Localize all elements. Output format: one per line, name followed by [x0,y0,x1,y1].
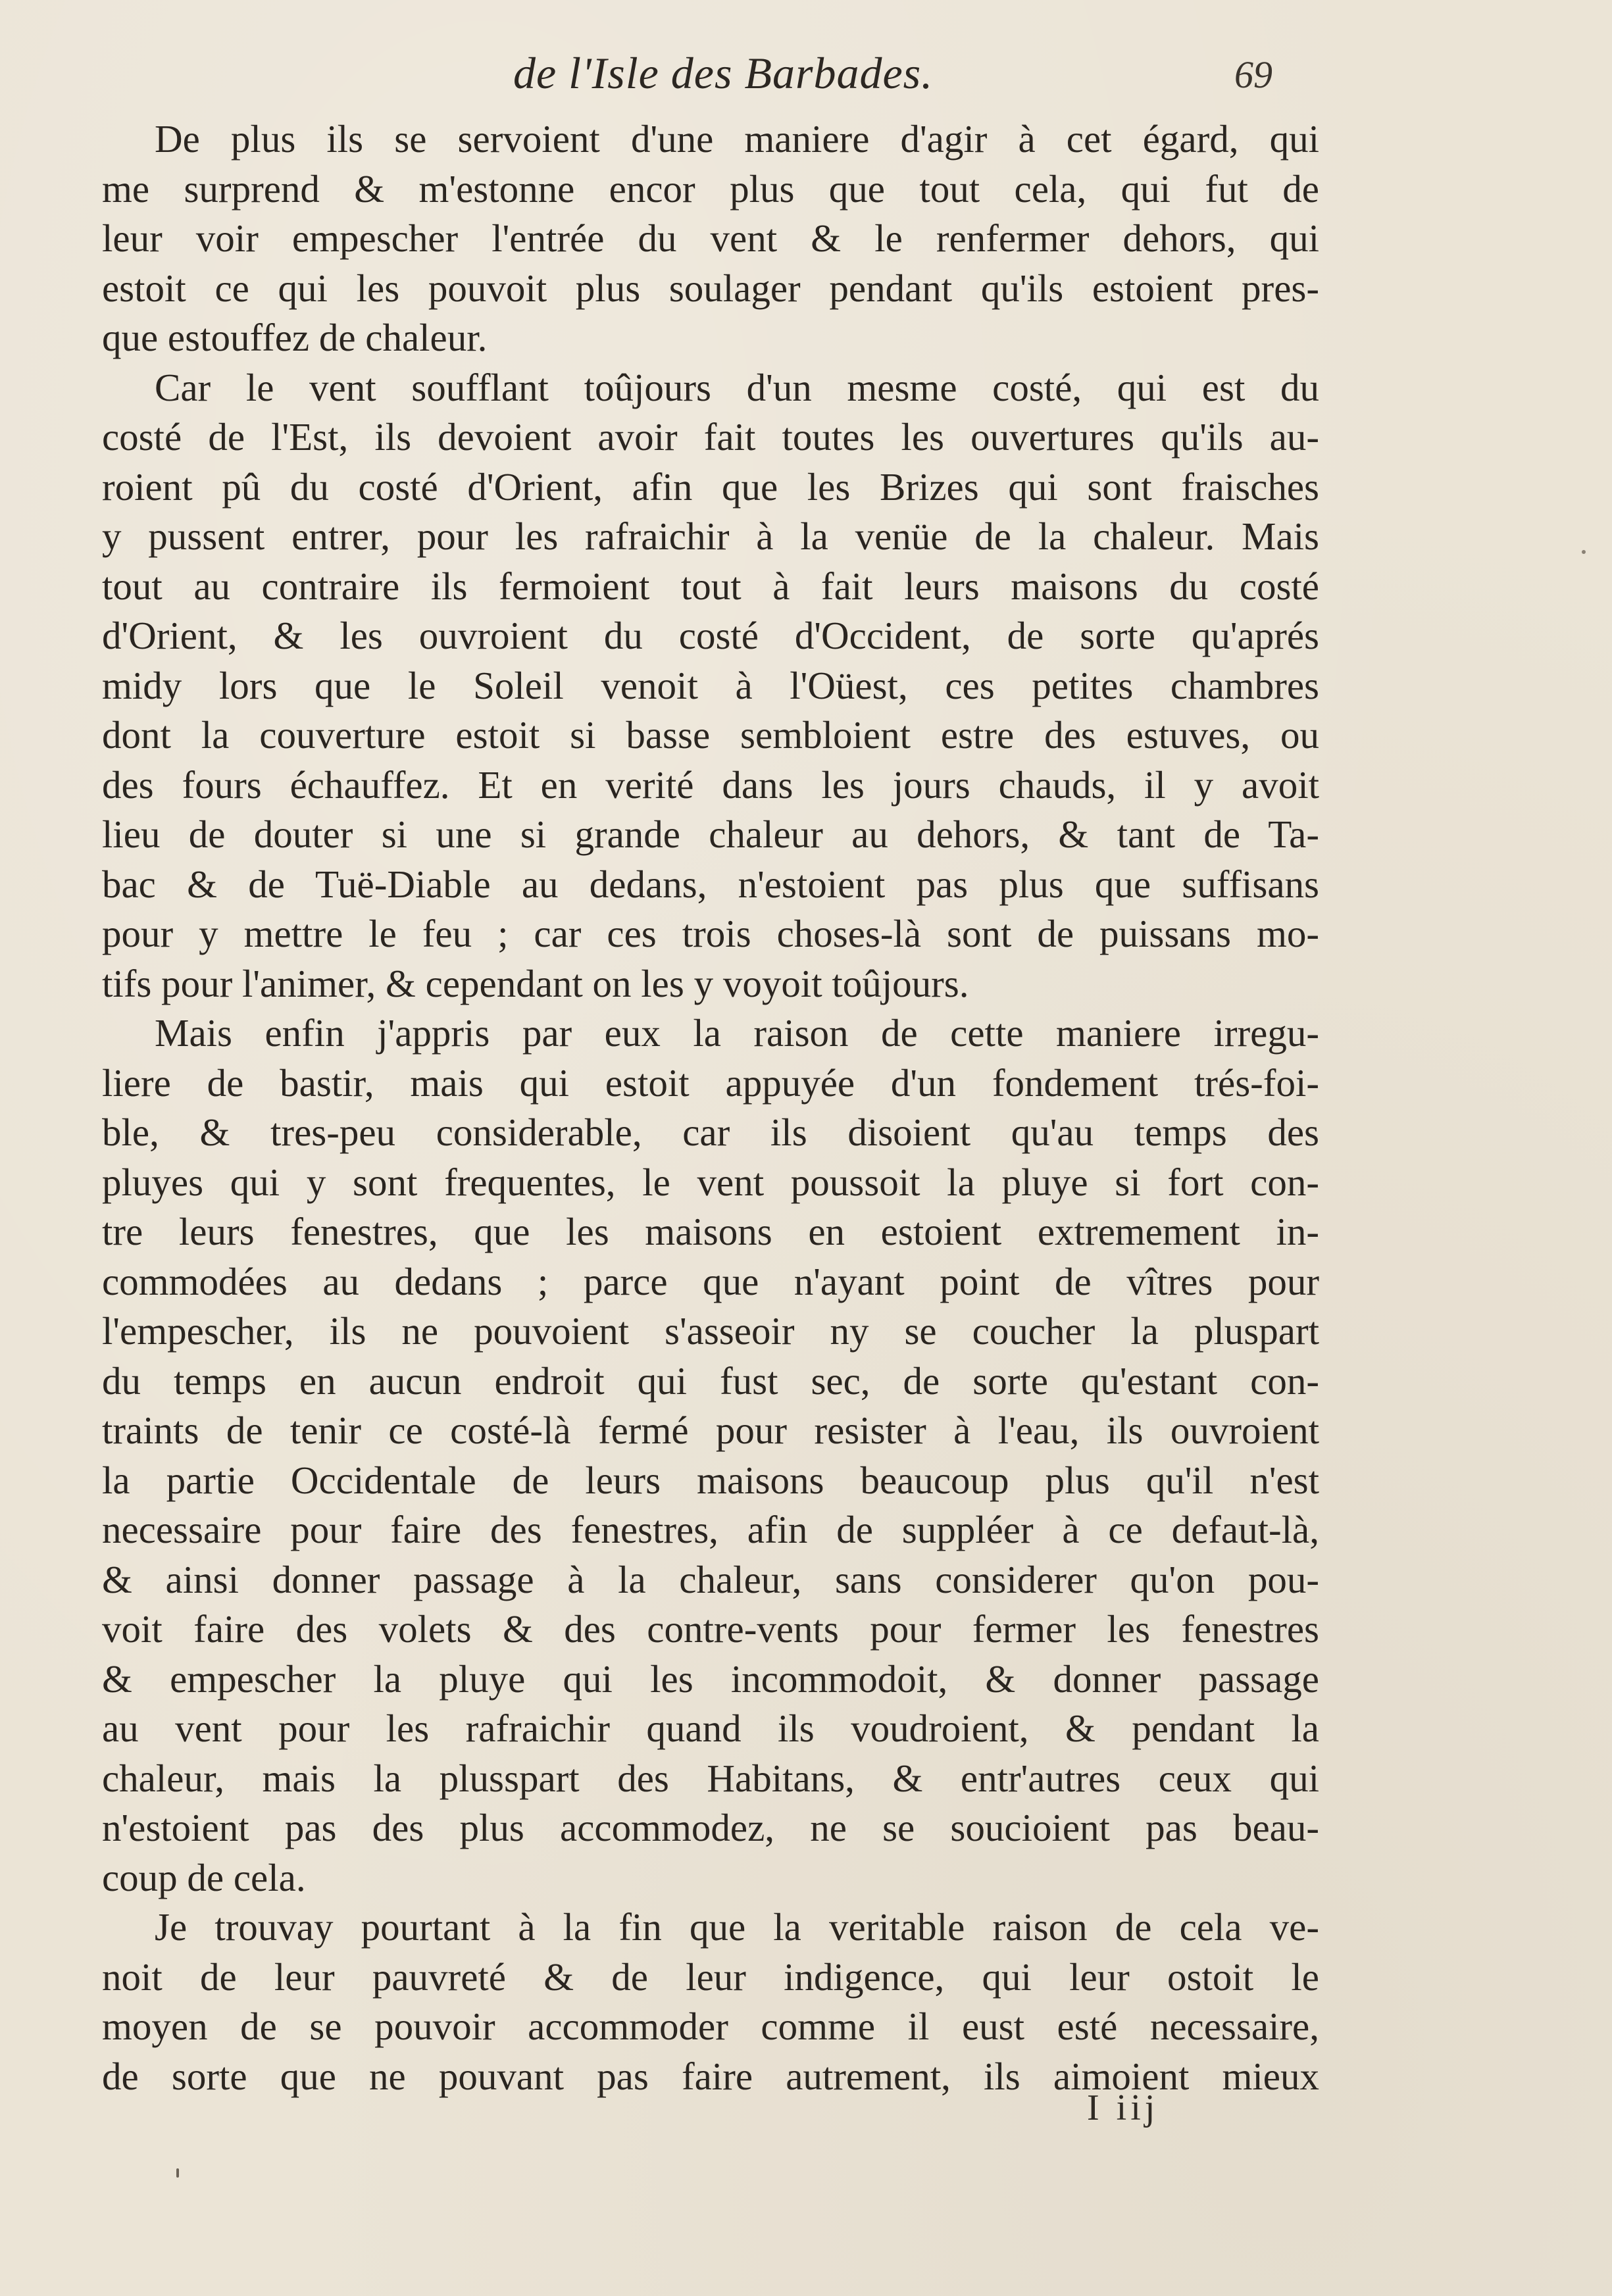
text-line: tifs pour l'animer, & cependant on les y voyoit toûjours. [102,961,969,1005]
text-line: pour y mettre le feu ; car ces trois choses-là sont de puissans mo- [102,912,1319,955]
text-line: de sorte que ne pouvant pas faire autrement, ils aimoient mieux [102,2054,1319,2098]
ink-speck [1582,550,1586,554]
text-line: la partie Occidentale de leurs maisons beaucoup plus qu'il n'est [102,1458,1319,1502]
text-line: d'Orient, & les ouvroient du costé d'Occident, de sorte qu'aprés [102,614,1319,657]
text-line: n'estoient pas des plus accommodez, ne se soucioient pas beau- [102,1806,1319,1849]
text-line: liere de bastir, mais qui estoit appuyée d'un fondement trés-foi- [102,1061,1319,1105]
text-line: commodées au dedans ; parce que n'ayant point de vîtres pour [102,1259,1319,1303]
text-line: chaleur, mais la plusspart des Habitans, & entr'autres ceux qui [102,1756,1319,1800]
text-line: necessaire pour faire des fenestres, afin de suppléer à ce defaut-là, [102,1508,1319,1551]
text-line: tre leurs fenestres, que les maisons en estoient extremement in- [102,1210,1319,1253]
text-line: moyen de se pouvoir accommoder comme il eust esté necessaire, [102,2005,1319,2048]
text-line: pluyes qui y sont frequentes, le vent poussoit la pluye si fort con- [102,1160,1319,1204]
text-line: coup de cela. [102,1855,306,1899]
text-line: voit faire des volets & des contre-vents pour fermer les fenestres [102,1607,1319,1651]
text-line: y pussent entrer, pour les rafraichir à la venüe de la chaleur. Mais [102,514,1319,558]
text-line: traints de tenir ce costé-là fermé pour resister à l'eau, ils ouvroient [102,1409,1319,1452]
text-line: estoit ce qui les pouvoit plus soulager pendant qu'ils estoient pres- [102,266,1319,310]
text-line: Mais enfin j'appris par eux la raison de cette maniere irregu- [155,1011,1319,1055]
text-line: Car le vent soufflant toûjours d'un mesme costé, qui est du [155,365,1319,409]
text-line: tout au contraire ils fermoient tout à fait leurs maisons du costé [102,564,1319,608]
text-line: leur voir empescher l'entrée du vent & le renfermer dehors, qui [102,216,1319,260]
text-line: des fours échauffez. Et en verité dans les jours chauds, il y avoit [102,762,1319,807]
text-line: bac & de Tuë-Diable au dedans, n'estoient pas plus que suffisans [102,862,1319,906]
text-line: lieu de douter si une si grande chaleur au dehors, & tant de Ta- [102,812,1319,856]
body-text [102,114,1319,2101]
text-line: du temps en aucun endroit qui fust sec, de sorte qu'estant con- [102,1359,1319,1403]
running-title: de l'Isle des Barbades. [513,48,934,98]
signature-mark: I iij [1087,2087,1159,2128]
text-line: & empescher la pluye qui les incommodoit, & donner passage [102,1657,1319,1701]
text-line: me surprend & m'estonne encor plus que tout cela, qui fut de [102,166,1319,211]
text-line: l'empescher, ils ne pouvoient s'asseoir ny se coucher la pluspart [102,1309,1319,1353]
text-line: noit de leur pauvreté & de leur indigence, qui leur ostoit le [102,1955,1319,1999]
text-line: De plus ils se servoient d'une maniere d'agir à cet égard, qui [155,117,1319,161]
text-line: au vent pour les rafraichir quand ils voudroient, & pendant la [102,1707,1319,1750]
text-line: dont la couverture estoit si basse sembloient estre des estuves, ou [102,713,1319,757]
text-line: Je trouvay pourtant à la fin que la veritable raison de cela ve- [155,1905,1319,1949]
text-line: midy lors que le Soleil venoit à l'Oüest, ces petites chambres [102,663,1319,707]
text-line: ble, & tres-peu considerable, car ils disoient qu'au temps des [102,1111,1319,1154]
text-line: roient pû du costé d'Orient, afin que les Brizes qui sont fraisches [102,464,1319,509]
text-line: & ainsi donner passage à la chaleur, sans considerer qu'on pou- [102,1557,1319,1601]
text-line: costé de l'Est, ils devoient avoir fait toutes les ouvertures qu'ils au- [102,415,1319,459]
text-line: que estouffez de chaleur. [102,316,488,359]
ink-speck [176,2168,179,2178]
page-number: 69 [1234,53,1272,96]
